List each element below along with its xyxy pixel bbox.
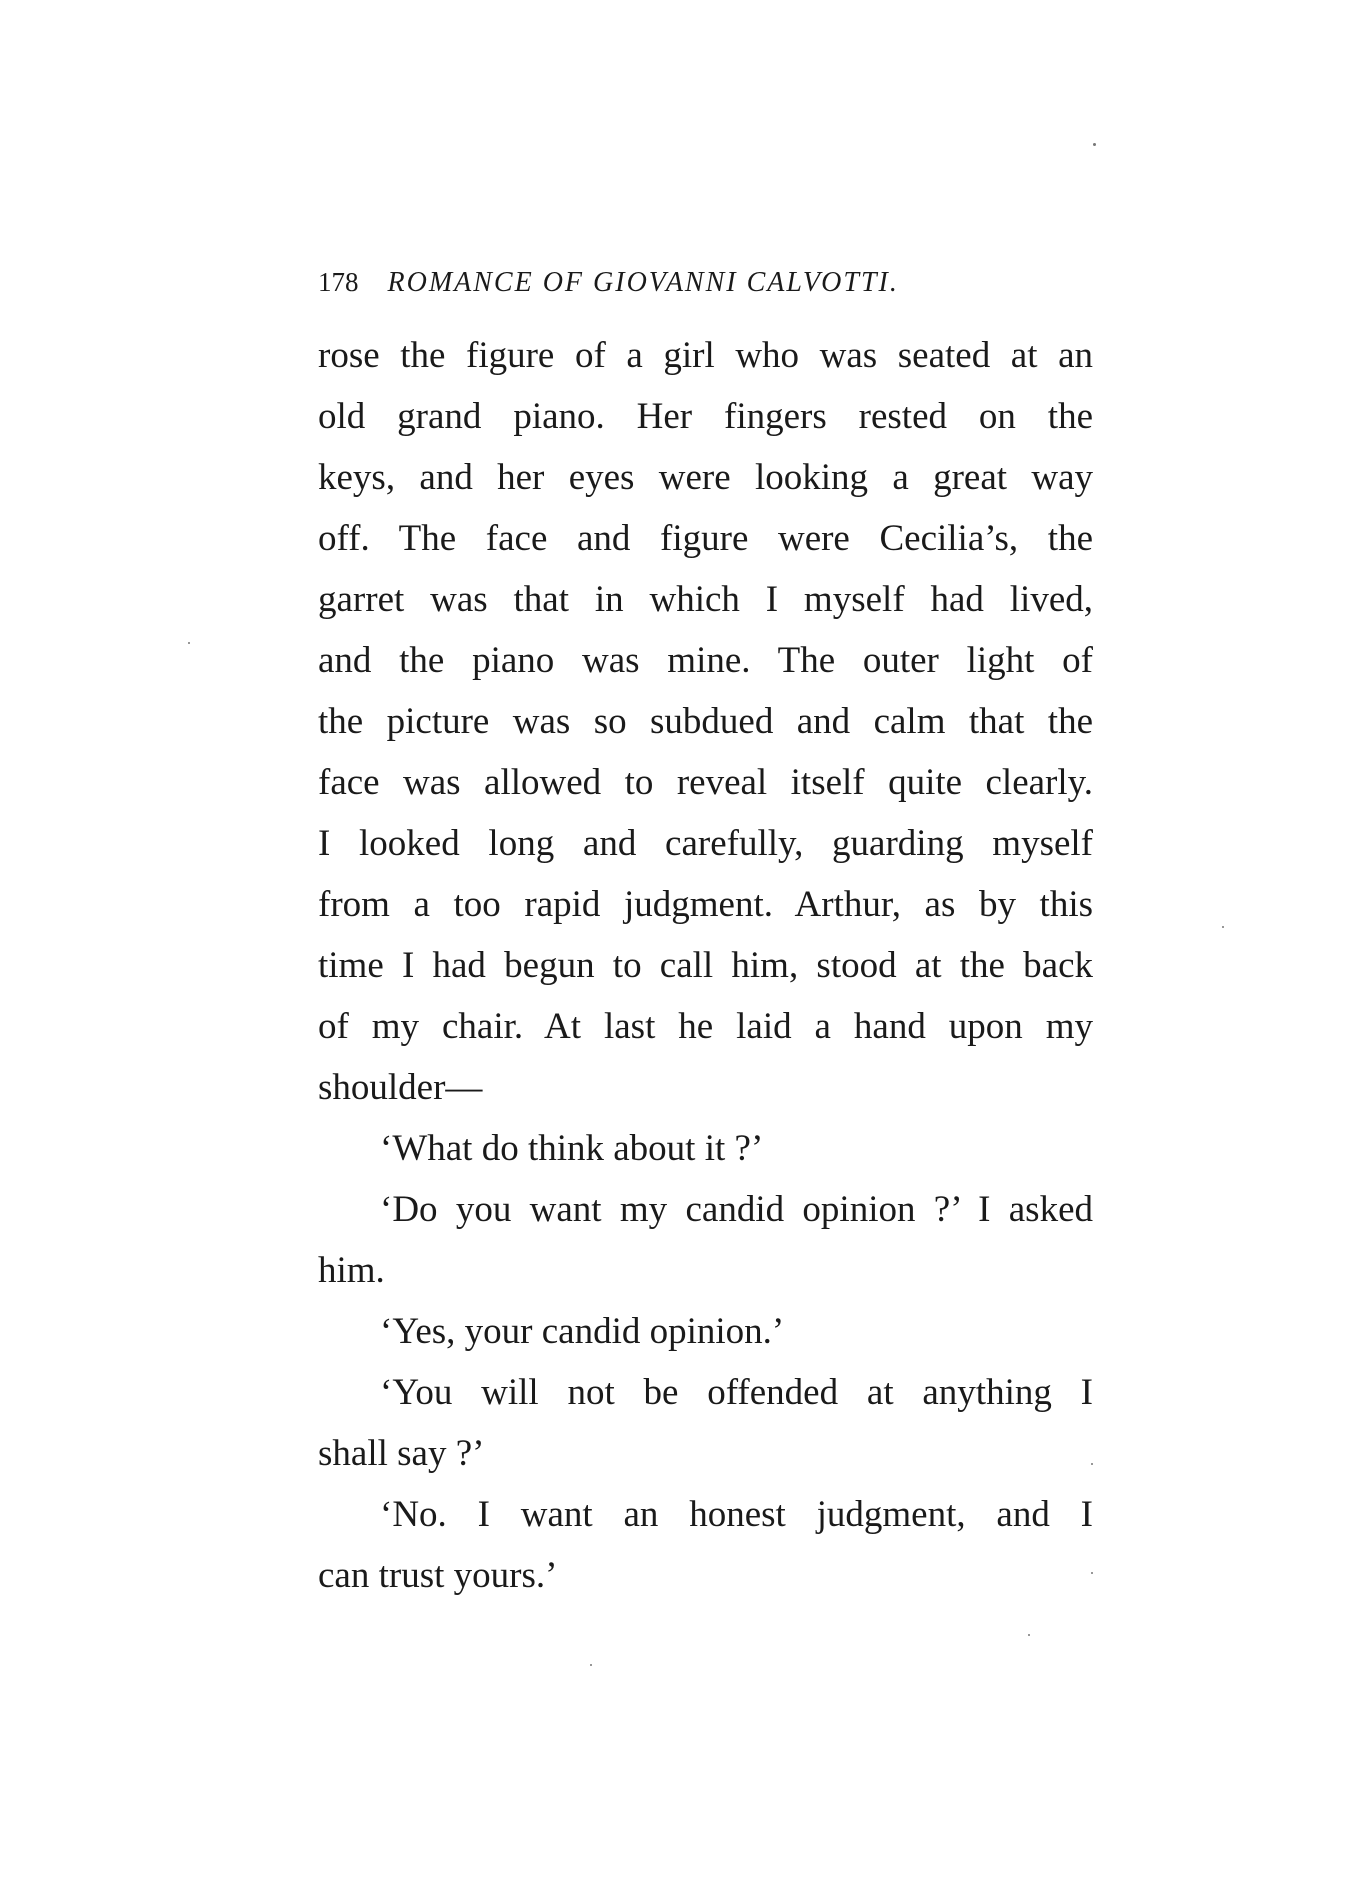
scan-speck [1091,1572,1093,1574]
text-line: face was allowed to reveal itself quite clearly. [318,762,1093,803]
text-line: keys, and her eyes were looking a great way [318,457,1093,498]
text-line: ‘Do you want my candid opinion ?’ I asked [380,1189,1093,1230]
text-line: off. The face and figure were Cecilia’s, the [318,518,1093,559]
text-line: from a too rapid judgment. Arthur, as by this [318,884,1093,925]
text-line: ‘You will not be offended at anything I [380,1372,1093,1413]
scan-speck [1028,1634,1030,1636]
body-text [318,325,1093,1606]
text-line: shall say ?’ [318,1433,485,1474]
scan-speck [1093,143,1096,146]
text-line: garret was that in which I myself had lived, [318,579,1093,620]
text-line: old grand piano. Her fingers rested on the [318,396,1093,437]
text-line: ‘What do think about it ?’ [380,1128,764,1169]
text-line: I looked long and carefully, guarding myself [318,823,1093,864]
text-line: the picture was so subdued and calm that the [318,701,1093,742]
text-line: time I had begun to call him, stood at the back [318,945,1093,986]
text-line: shoulder— [318,1067,483,1108]
text-line: ‘Yes, your candid opinion.’ [380,1311,785,1352]
running-head [318,262,1108,303]
scan-speck [1222,926,1224,928]
text-line: of my chair. At last he laid a hand upon my [318,1006,1093,1047]
text-line: rose the figure of a girl who was seated at an [318,335,1093,376]
page-number: 178 [318,267,359,297]
running-title: ROMANCE OF GIOVANNI CALVOTTI. [387,267,899,298]
scan-speck [188,642,190,644]
scan-speck [1091,1463,1093,1465]
text-line: him. [318,1250,385,1291]
text-line: can trust yours.’ [318,1555,558,1596]
scan-speck [590,1664,592,1666]
text-line: ‘No. I want an honest judgment, and I [380,1494,1093,1535]
text-line: and the piano was mine. The outer light of [318,640,1093,681]
